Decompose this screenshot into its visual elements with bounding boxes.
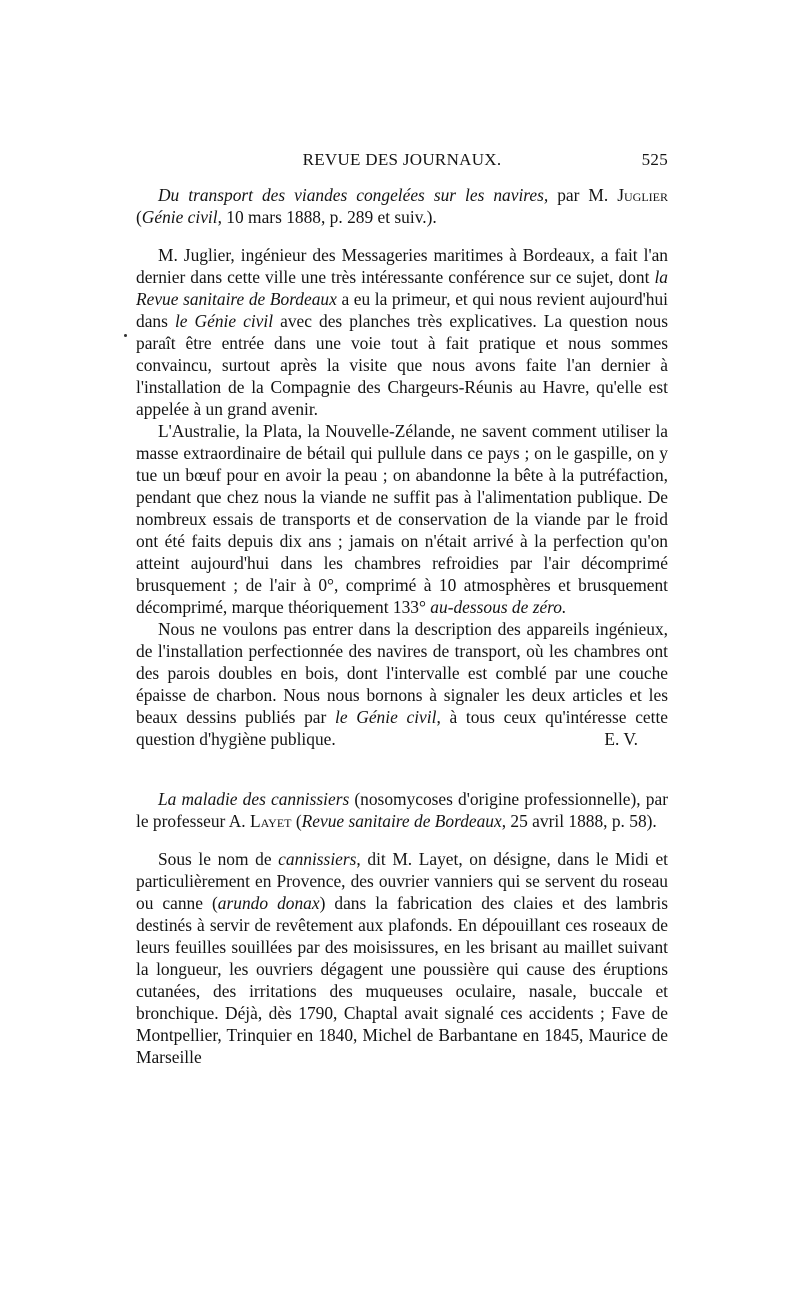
italic-text: le Génie civil — [335, 707, 437, 727]
paragraph-text: ) dans la fabrication des claies et des lambris destinés à servir de revêtement aux plafonds. En dépouillant ces roseaux de leurs feuilles souillées par des moisissures, en les brisant au maillet suivant la longueur, les ouvriers dégagent une poussière qui cause des éruptions cutanées, des irritations des muqueuses oculaire, nasale, buccale et bronchique. Déjà, dès 1790, Chaptal avait signalé ces accidents ; Fave de Montpellier, Trinquier en 1840, Michel de Barbantane en 1845, Maurice de Marseille — [136, 893, 668, 1067]
italic-text: la Revue sanitaire de Bordeaux — [136, 267, 668, 309]
heading-text: ( — [291, 811, 302, 831]
heading-text: , 25 avril 1888, p. 58). — [501, 811, 657, 831]
paragraph — [136, 420, 668, 618]
paragraph — [136, 848, 668, 1068]
article-heading-cannissiers — [136, 788, 668, 832]
page — [136, 150, 668, 1068]
paragraph-text: a eu la primeur, et qui nous revient aujourd'hui dans — [136, 289, 668, 331]
heading-text: par M. — [548, 185, 618, 205]
italic-text: au-dessous de zéro. — [430, 597, 567, 617]
paragraph-text: L'Australie, la Plata, la Nouvelle-Zélande, ne savent comment utiliser la masse extraordinaire de bétail qui pullule dans ce pays ; on le gaspille, on y tue un bœuf pour en avoir la peau ; on abandonne la bête à la putréfaction, pendant que chez nous la viande ne suffit pas à l'alimentation publique. De nombreux essais de transports et de conservation de la viande par le froid ont été faits depuis dix ans ; jamais on n'était arrivé à la perfection qu'on atteint aujourd'hui dans les chambres refroidies par l'air décomprimé brusquement ; de l'air à 0°, comprimé à 10 atmosphères et brusquement décomprimé, marque théoriquement 133° — [136, 421, 668, 617]
running-head — [136, 150, 668, 176]
article-body-cannissiers — [136, 848, 668, 1068]
running-title: REVUE DES JOURNAUX. — [302, 150, 502, 169]
paragraph-text: , à tous ceux qu'intéresse cette question d'hygiène publique. — [136, 707, 669, 749]
heading-text: ( — [136, 207, 142, 227]
paragraph-text: , dit M. Layet, on désigne, dans le Midi et particulièrement en Provence, des ouvrier vanniers qui se servent du roseau ou canne ( — [136, 849, 669, 913]
paragraph-text: avec des planches très explicatives. La question nous paraît être entrée dans une voie tout à fait pratique et nous sommes convaincu, surtout après la visite que nous avons faite l'an dernier à l'installation de la Compagnie des Chargeurs-Réunis au Havre, qu'elle est appelée à un grand avenir. — [136, 311, 669, 419]
article-heading-viandes — [136, 184, 668, 228]
heading-text: , 10 mars 1888, p. 289 et suiv.). — [217, 207, 437, 227]
margin-mark — [124, 334, 127, 337]
source-title: Génie civil — [141, 207, 218, 227]
section-separator — [136, 750, 668, 780]
signature: E. V. — [604, 729, 638, 749]
paragraph-text: M. Juglier, ingénieur des Messageries maritimes à Bordeaux, a fait l'an dernier dans cette ville une très intéressante conférence sur ce sujet, dont — [136, 245, 668, 287]
paragraph-text: Sous le nom de — [158, 849, 279, 869]
page-number: 525 — [641, 150, 668, 169]
author-name: Layet — [249, 811, 292, 831]
italic-text: arundo donax — [217, 893, 320, 913]
article-title: La maladie des cannissiers — [158, 789, 350, 809]
article-title: Du transport des viandes congelées sur les navires, — [158, 185, 549, 205]
paragraph — [136, 244, 668, 420]
article-body-viandes — [136, 244, 668, 750]
source-title: Revue sanitaire de Bordeaux — [301, 811, 502, 831]
heading-text: (nosomycoses d'origine professionnelle), par le professeur A. — [136, 789, 668, 831]
paragraph-text: Nous ne voulons pas entrer dans la description des appareils ingénieux, de l'installation perfectionnée des navires de transport, où les chambres ont des parois doubles en bois, dont l'intervalle est comblé par une couche épaisse de charbon. Nous nous bornons à signaler les deux articles et les beaux dessins publiés par — [136, 619, 668, 727]
author-name: Juglier — [617, 185, 669, 205]
italic-text: cannissiers — [278, 849, 357, 869]
italic-text: le Génie civil — [174, 311, 274, 331]
